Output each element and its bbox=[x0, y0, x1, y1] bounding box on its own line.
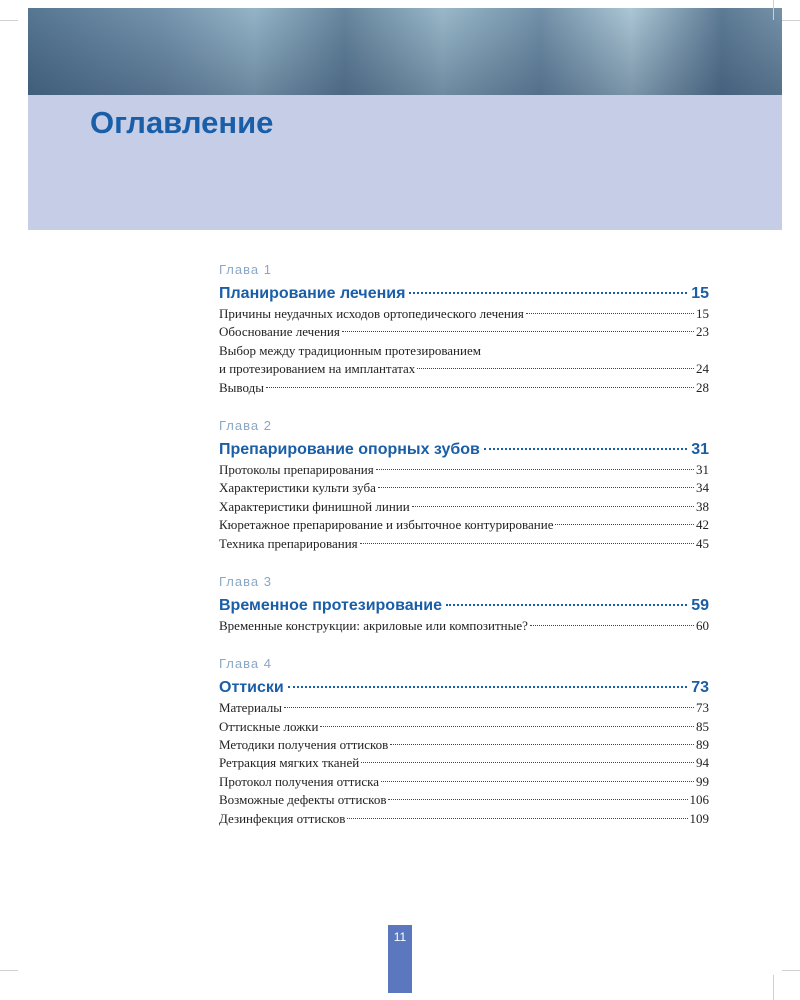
chapter-1 bbox=[219, 262, 709, 397]
entry-title: Дезинфекция оттисков bbox=[219, 810, 346, 826]
dot-leader bbox=[412, 506, 694, 507]
entry-page: 28 bbox=[696, 379, 709, 395]
toc-entry[interactable] bbox=[219, 305, 709, 323]
dot-leader bbox=[288, 686, 688, 688]
entry-page: 106 bbox=[689, 792, 709, 808]
dot-leader bbox=[530, 625, 694, 626]
toc-entry[interactable] bbox=[219, 791, 709, 809]
chapter-title-link[interactable] bbox=[219, 283, 709, 305]
entry-page: 31 bbox=[696, 461, 709, 477]
crop-mark bbox=[782, 20, 800, 21]
entry-page: 89 bbox=[696, 737, 709, 753]
entry-title: Техника препарирования bbox=[219, 535, 358, 551]
entry-title: Характеристики культи зуба bbox=[219, 480, 376, 496]
chapter-page: 15 bbox=[691, 285, 709, 302]
chapter-title: Препарирование опорных зубов bbox=[219, 440, 480, 458]
toc-entry[interactable] bbox=[219, 461, 709, 479]
chapter-4 bbox=[219, 656, 709, 828]
entry-title: Методики получения оттисков bbox=[219, 737, 389, 753]
chapter-title-link[interactable] bbox=[219, 595, 709, 617]
crop-mark bbox=[0, 970, 18, 971]
crop-mark bbox=[0, 20, 18, 21]
dot-leader bbox=[409, 292, 687, 294]
dot-leader bbox=[526, 313, 694, 314]
dot-leader bbox=[446, 604, 687, 606]
chapter-number: Глава 2 bbox=[219, 417, 272, 433]
entry-page: 45 bbox=[696, 535, 709, 551]
entry-page: 85 bbox=[696, 718, 709, 734]
entry-title-line1: Выбор между традиционным протезированием bbox=[219, 342, 481, 358]
toc-entry[interactable] bbox=[219, 699, 709, 717]
entry-title: Обоснование лечения bbox=[219, 324, 340, 340]
entry-page: 99 bbox=[696, 773, 709, 789]
toc-entry[interactable] bbox=[219, 736, 709, 754]
entry-title: Временные конструкции: акриловые или композитные? bbox=[219, 617, 528, 633]
chapter-number: Глава 3 bbox=[219, 573, 272, 589]
entry-page: 23 bbox=[696, 324, 709, 340]
chapter-page: 73 bbox=[691, 679, 709, 697]
entry-page: 15 bbox=[696, 306, 709, 321]
toc-entry-line2 bbox=[219, 360, 709, 378]
entry-page: 73 bbox=[696, 700, 709, 716]
chapter-number: Глава 1 bbox=[219, 262, 272, 277]
chapter-title-link[interactable] bbox=[219, 677, 709, 699]
chapter-title: Временное протезирование bbox=[219, 596, 442, 614]
page-number: 11 bbox=[393, 930, 407, 944]
toc-entry[interactable] bbox=[219, 516, 709, 534]
entry-page: 94 bbox=[696, 755, 709, 771]
dot-leader bbox=[376, 469, 694, 470]
toc-entry[interactable] bbox=[219, 810, 709, 828]
dot-leader bbox=[390, 744, 694, 745]
entry-title: Возможные дефекты оттисков bbox=[219, 792, 387, 808]
chapter-page: 31 bbox=[691, 440, 709, 458]
toc-entry[interactable] bbox=[219, 773, 709, 791]
toc-entry-multiline[interactable] bbox=[219, 342, 709, 379]
entry-title: Протокол получения оттиска bbox=[219, 773, 379, 789]
dot-leader bbox=[360, 543, 694, 544]
table-of-contents bbox=[219, 262, 709, 849]
chapter-2 bbox=[219, 418, 709, 553]
entry-title: Кюретажное препарирование и избыточное контурирование bbox=[219, 517, 554, 533]
entry-page: 60 bbox=[696, 617, 709, 633]
dot-leader bbox=[381, 781, 694, 782]
entry-page: 109 bbox=[689, 810, 709, 826]
entry-page: 42 bbox=[696, 517, 709, 533]
page-title: Оглавление bbox=[90, 105, 274, 140]
toc-entry[interactable] bbox=[219, 754, 709, 772]
toc-entry[interactable] bbox=[219, 535, 709, 553]
dot-leader bbox=[361, 762, 694, 763]
toc-entry[interactable] bbox=[219, 479, 709, 497]
toc-entry[interactable] bbox=[219, 498, 709, 516]
chapter-title-link[interactable] bbox=[219, 439, 709, 461]
header-photo bbox=[28, 8, 782, 95]
dot-leader bbox=[555, 524, 694, 525]
crop-mark bbox=[773, 975, 774, 1000]
toc-entry[interactable] bbox=[219, 718, 709, 736]
dot-leader bbox=[417, 368, 694, 369]
crop-mark bbox=[773, 0, 774, 20]
entry-title: Оттискные ложки bbox=[219, 718, 319, 734]
chapter-number: Глава 4 bbox=[219, 656, 272, 672]
crop-mark bbox=[782, 970, 800, 971]
entry-title: Ретракция мягких тканей bbox=[219, 755, 360, 771]
toc-entry[interactable] bbox=[219, 617, 709, 635]
dot-leader bbox=[342, 331, 694, 332]
dot-leader bbox=[320, 726, 694, 727]
dot-leader bbox=[388, 799, 687, 800]
entry-title: Выводы bbox=[219, 379, 264, 395]
dot-leader bbox=[284, 707, 694, 708]
dot-leader bbox=[266, 387, 694, 388]
entry-page: 24 bbox=[696, 361, 709, 377]
entry-page: 38 bbox=[696, 498, 709, 514]
entry-title: Характеристики финишной линии bbox=[219, 498, 410, 514]
dot-leader bbox=[378, 487, 694, 488]
entry-title: Протоколы препарирования bbox=[219, 461, 374, 477]
dot-leader bbox=[484, 448, 687, 450]
dot-leader bbox=[347, 818, 687, 819]
chapter-page: 59 bbox=[691, 596, 709, 614]
chapter-title: Планирование лечения bbox=[219, 285, 406, 302]
toc-entry[interactable] bbox=[219, 323, 709, 341]
entry-title: Материалы bbox=[219, 700, 283, 716]
toc-entry[interactable] bbox=[219, 379, 709, 397]
entry-title: и протезированием на имплантатах bbox=[219, 361, 416, 377]
entry-page: 34 bbox=[696, 480, 709, 496]
chapter-3 bbox=[219, 574, 709, 635]
chapter-title: Оттиски bbox=[219, 679, 284, 697]
entry-title: Причины неудачных исходов ортопедического лечения bbox=[219, 306, 524, 321]
